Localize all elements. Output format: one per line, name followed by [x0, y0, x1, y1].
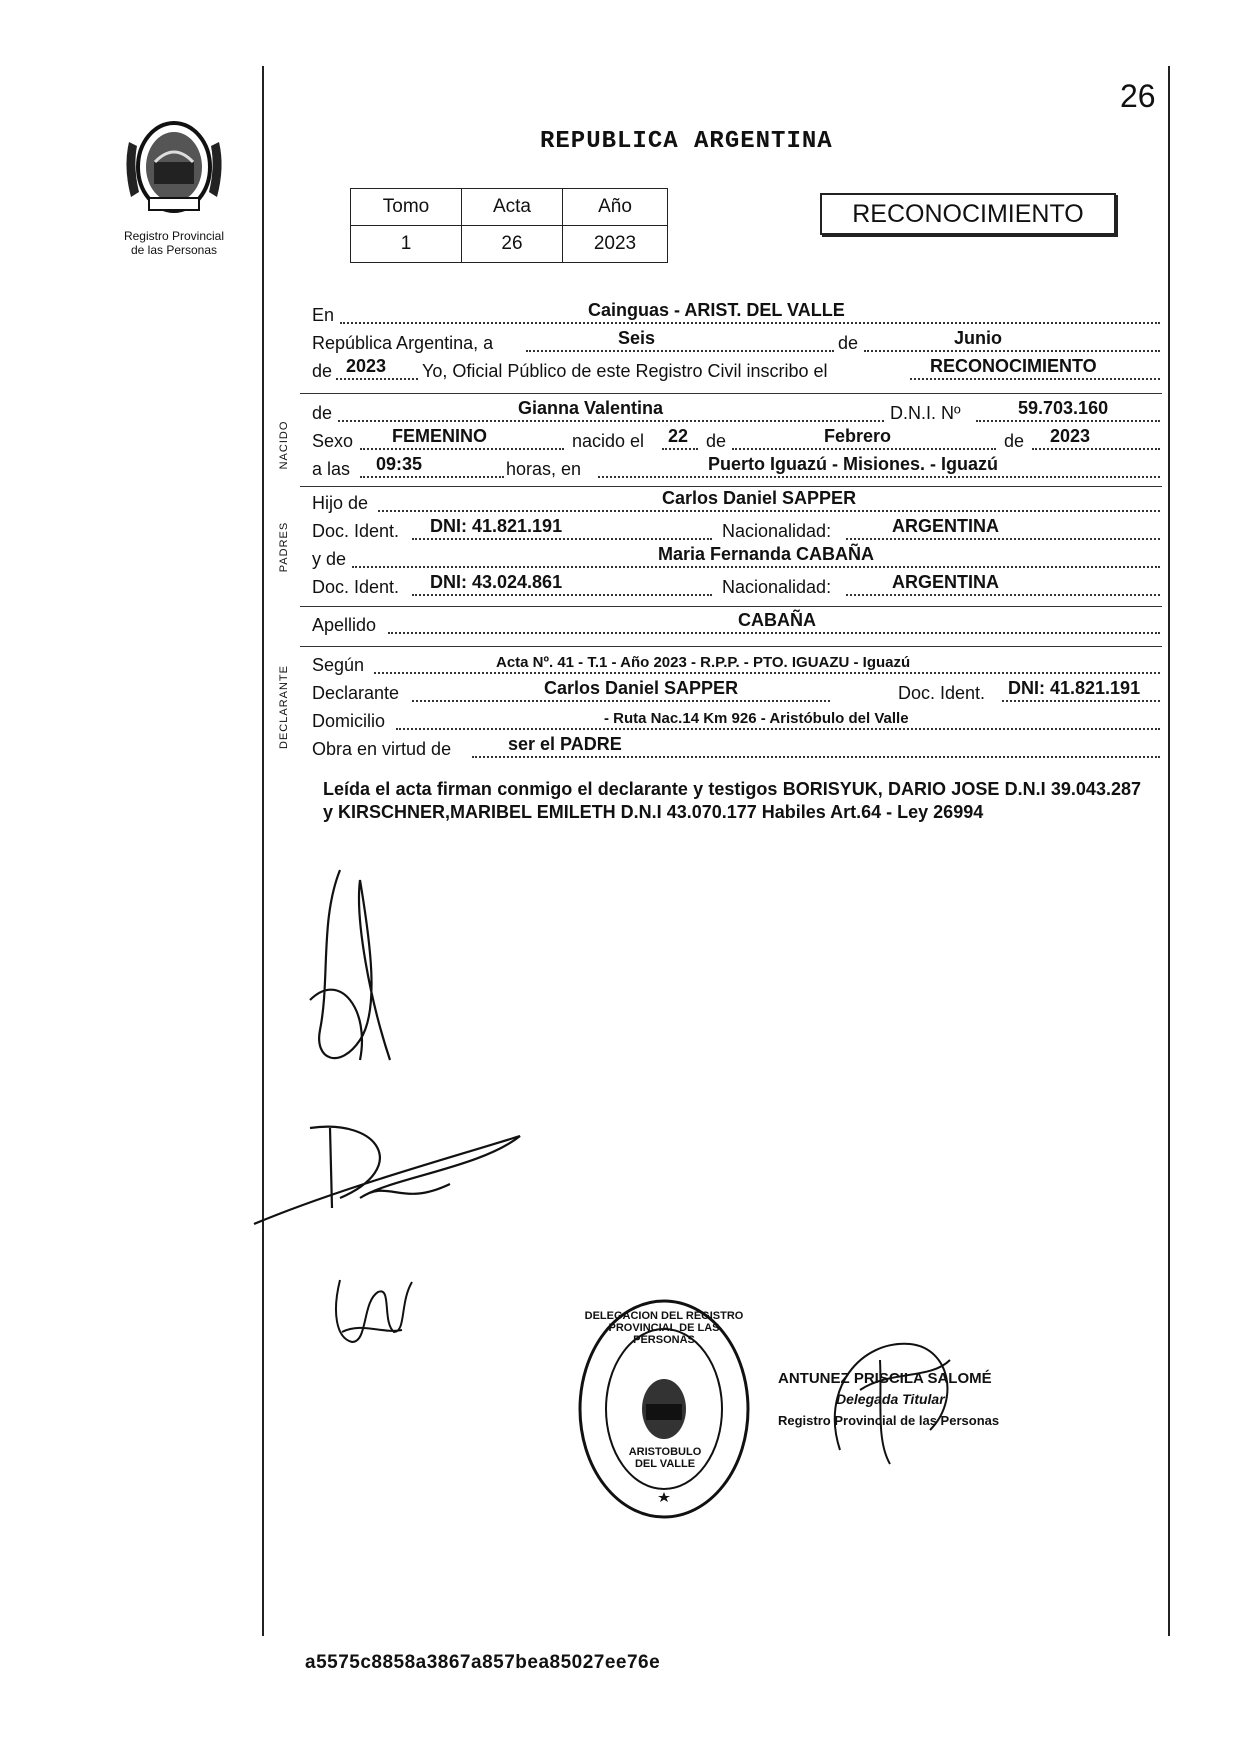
province-logo [104, 112, 244, 257]
domicilio-value: - Ruta Nac.14 Km 926 - Aristóbulo del Valle [604, 710, 909, 727]
logo-caption: Registro Provincial de las Personas [123, 229, 225, 257]
signer-name: ANTUNEZ PRISCILA SALOMÉ [778, 1370, 992, 1387]
row-obra: Obra en virtud de ser el PADRE [312, 734, 1160, 762]
section-label-padres: PADRES [278, 521, 290, 573]
signature-witness-1 [250, 1108, 530, 1228]
section-label-declarante: DECLARANTE [278, 665, 290, 749]
row-declarante: Declarante Carlos Daniel SAPPER Doc. Ident. DNI: 41.821.191 [312, 678, 1160, 706]
father-doc-value: DNI: 41.821.191 [430, 516, 563, 536]
birth-year-value: 2023 [1050, 426, 1091, 446]
table-value-ano: 2023 [563, 226, 668, 263]
row-child-name: de Gianna Valentina D.N.I. Nº 59.703.160 [312, 398, 1160, 426]
document-title: REPUBLICA ARGENTINA [540, 128, 833, 155]
father-nat-value: ARGENTINA [892, 516, 999, 536]
row-mother-doc: Doc. Ident. DNI: 43.024.861 Nacionalidad: ARGENTINA [312, 572, 1160, 600]
divider [300, 486, 1162, 487]
closing-statement: Leída el acta firman conmigo el declarante y testigos BORISYUK, DARIO JOSE D.N.I 39.043.287 y KIRSCHNER,MARIBEL EMILETH D.N.I 43.070.177 Habiles Art.64 - Ley 26994 [323, 779, 1141, 822]
page-number: 26 [1120, 78, 1156, 114]
divider [300, 393, 1162, 394]
signer-role: Delegada Titular [836, 1391, 945, 1407]
row-sex-birth: Sexo FEMENINO nacido el 22 de Febrero de 2023 [312, 426, 1160, 454]
row-mother-name: y de Maria Fernanda CABAÑA [312, 544, 1160, 572]
signer-office: Registro Provincial de las Personas [778, 1413, 1000, 1428]
province-seal-icon [119, 112, 229, 222]
declarante-doc-value: DNI: 41.821.191 [1008, 678, 1141, 698]
row-officer: de 2023 Yo, Oficial Público de este Registro Civil inscribo el RECONOCIMIENTO [312, 356, 1160, 384]
year-value: 2023 [346, 356, 387, 376]
signature-witness-2 [322, 1272, 418, 1352]
birth-time-value: 09:35 [376, 454, 423, 474]
row-domicilio: Domicilio - Ruta Nac.14 Km 926 - Aristóbulo del Valle [312, 706, 1160, 734]
table-header-tomo: Tomo [351, 189, 462, 226]
declarante-name-value: Carlos Daniel SAPPER [544, 678, 739, 698]
mother-doc-value: DNI: 43.024.861 [430, 572, 563, 592]
mother-nat-value: ARGENTINA [892, 572, 999, 592]
table-value-tomo: 1 [351, 226, 462, 263]
month-value: Junio [954, 328, 1002, 348]
sex-value: FEMENINO [392, 426, 488, 446]
row-surname: Apellido CABAÑA [312, 610, 1160, 638]
table-header-acta: Acta [462, 189, 563, 226]
child-name-value: Gianna Valentina [518, 398, 664, 418]
stamp-inner-text: ARISTOBULO DEL VALLE [628, 1446, 702, 1470]
registry-table [350, 188, 668, 263]
day-value: Seis [618, 328, 656, 348]
act-word-value: RECONOCIMIENTO [930, 356, 1097, 376]
divider [300, 646, 1162, 647]
row-father-doc: Doc. Ident. DNI: 41.821.191 Nacionalidad: ARGENTINA [312, 516, 1160, 544]
left-margin-line [262, 66, 264, 1636]
surname-value: CABAÑA [738, 610, 816, 630]
table-header-ano: Año [563, 189, 668, 226]
row-segun: Según Acta Nº. 41 - T.1 - Año 2023 - R.P.P. - PTO. IGUAZU - Iguazú [312, 650, 1160, 678]
obra-value: ser el PADRE [508, 734, 622, 754]
document-hash: a5575c8858a3867a857bea85027ee76e [305, 1652, 661, 1673]
row-time-place: a las 09:35 horas, en Puerto Iguazú - Misiones. - Iguazú [312, 454, 1160, 482]
right-margin-line [1168, 66, 1170, 1636]
mother-name-value: Maria Fernanda CABAÑA [658, 544, 875, 564]
table-value-acta: 26 [462, 226, 563, 263]
father-name-value: Carlos Daniel SAPPER [662, 488, 857, 508]
section-label-nacido: NACIDO [278, 420, 290, 470]
birth-day-value: 22 [668, 426, 689, 446]
row-date: República Argentina, a Seis de Junio [312, 328, 1160, 356]
birth-place-value: Puerto Iguazú - Misiones. - Iguazú [708, 454, 999, 474]
act-type-box: RECONOCIMIENTO [820, 193, 1116, 235]
signature-declarante [300, 860, 420, 1080]
segun-value: Acta Nº. 41 - T.1 - Año 2023 - R.P.P. - PTO. IGUAZU - Iguazú [496, 654, 911, 671]
child-dni-value: 59.703.160 [1018, 398, 1109, 418]
divider [300, 606, 1162, 607]
row-place: En Cainguas - ARIST. DEL VALLE [312, 300, 1160, 328]
signer-block [778, 1368, 999, 1431]
stamp-ring-text: DELEGACION DEL REGISTRO PROVINCIAL DE LAS PERSONAS [584, 1310, 744, 1346]
row-father-name: Hijo de Carlos Daniel SAPPER [312, 488, 1160, 516]
birth-month-value: Febrero [824, 426, 892, 446]
place-value: Cainguas - ARIST. DEL VALLE [588, 300, 845, 320]
